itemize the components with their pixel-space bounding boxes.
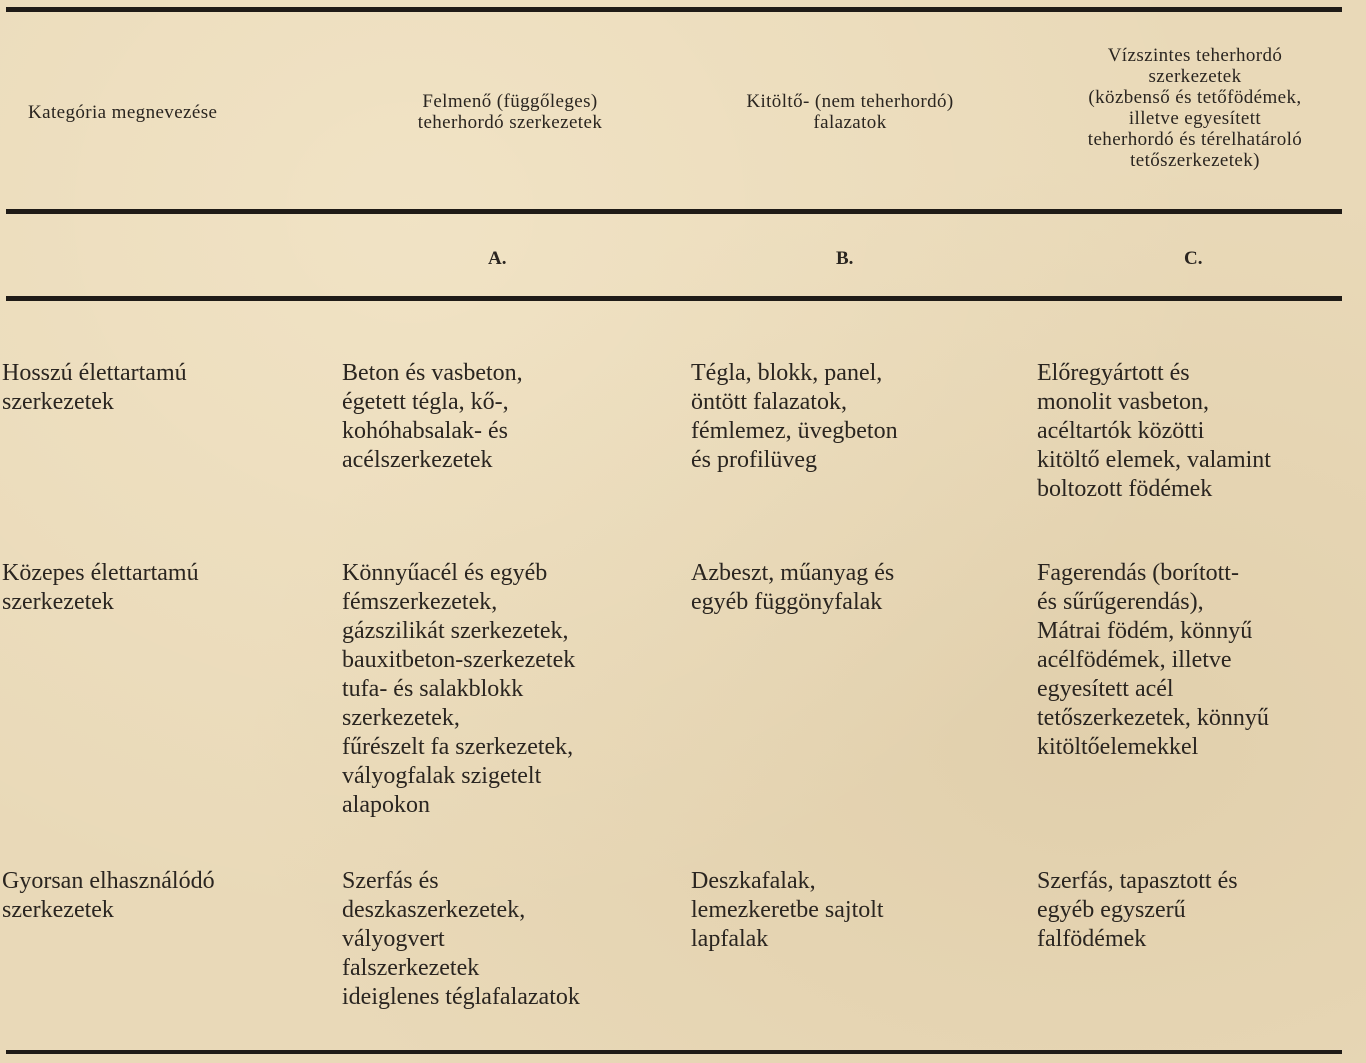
column-letter-c: C. xyxy=(1184,248,1203,269)
column-letter-b: B. xyxy=(836,248,854,269)
top-rule xyxy=(6,7,1342,12)
row-3-column-b: Deszkafalak, lemezkeretbe sajtolt lapfalak xyxy=(691,868,884,952)
row-1-column-c: Előregyártott és monolit vasbeton, acéltartók közötti kitöltő elemek, valamint boltozott födémek xyxy=(1037,360,1271,502)
row-3-column-a: Szerfás és deszkaszerkezetek, vályogvert falszerkezetek ideiglenes téglafalazatok xyxy=(342,868,580,1010)
letters-bottom-rule xyxy=(6,296,1342,301)
header-column-b: Kitöltő- (nem teherhordó) falazatok xyxy=(746,91,954,133)
row-3-category: Gyorsan elhasználódó szerkezetek xyxy=(2,868,215,923)
row-2-category: Közepes élettartamú szerkezetek xyxy=(2,560,199,615)
row-2-column-a: Könnyűacél és egyéb fémszerkezetek, gázszilikát szerkezetek, bauxitbeton-szerkezetek tufa- és salakblokk szerkezetek, fűrészelt fa szerkezetek, vályogfalak szigetelt alapokon xyxy=(342,560,576,818)
bottom-rule xyxy=(6,1050,1342,1054)
row-2-column-b: Azbeszt, műanyag és egyéb függönyfalak xyxy=(691,560,895,615)
header-column-c: Vízszintes teherhordó szerkezetek (közbenső és tetőfödémek, illetve egyesített teherhordó és térelhatároló tetőszerkezetek) xyxy=(1087,45,1303,171)
row-1-column-a: Beton és vasbeton, égetett tégla, kő-, kohóhabsalak- és acélszerkezetek xyxy=(342,360,523,473)
column-letter-a: A. xyxy=(488,248,507,269)
row-2-column-c: Fagerendás (borított- és sűrűgerendás), Mátrai födém, könnyű acélfödémek, illetve egyesített acél tetőszerkezetek, könnyű kitöltőelemekkel xyxy=(1037,560,1269,760)
row-1-column-b: Tégla, blokk, panel, öntött falazatok, fémlemez, üvegbeton és profilüveg xyxy=(691,360,898,473)
header-category: Kategória megnevezése xyxy=(28,102,218,123)
row-1-category: Hosszú élettartamú szerkezetek xyxy=(2,360,187,415)
row-3-column-c: Szerfás, tapasztott és egyéb egyszerű falfödémek xyxy=(1037,868,1238,952)
header-bottom-rule xyxy=(6,209,1342,214)
header-column-a: Felmenő (függőleges) teherhordó szerkezetek xyxy=(417,91,603,133)
